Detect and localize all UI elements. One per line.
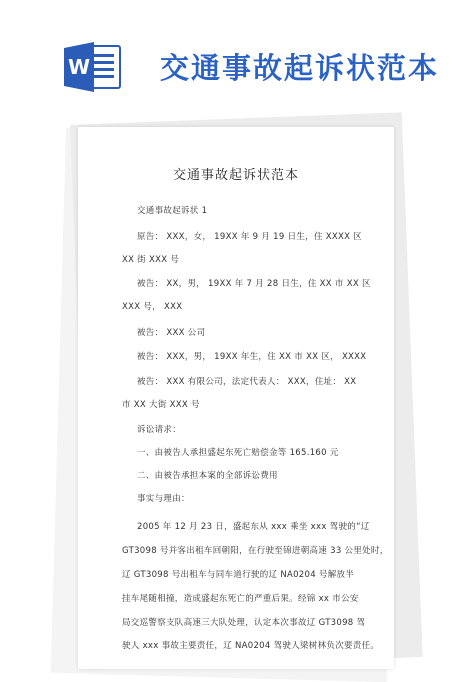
document-line: 2005 年 12 月 23 日，盛起东从 xxx 乘坐 xxx 驾驶的“辽: [137, 522, 370, 532]
document-line: 一、由被告人承担盛起东死亡赔偿金等 165.160 元: [137, 448, 339, 458]
document-line: 二、由被告承担本案的全部诉讼费用: [137, 471, 278, 481]
document-line: XXX 号， XXX: [122, 302, 183, 312]
document-line: 原告： XXX，女， 19XX 年 9 月 19 日生，住 XXXX 区: [137, 232, 363, 242]
document-line: 被告： XXX 有限公司，法定代表人： XXX，住址： XX: [137, 377, 357, 387]
document-line: 辽 GT3098 号出租车与同车道行驶的辽 NA0204 号解放半: [122, 570, 355, 580]
document-line: 驶人 xxx 事故主要责任，辽 NA0204 驾驶人梁树林负次要责任。: [122, 641, 380, 651]
document-line: 事实与理由：: [137, 494, 190, 504]
document-line: 诉讼请求：: [137, 425, 182, 435]
document-line: 交通事故起诉状 1: [137, 206, 208, 216]
document-line: 市 XX 大街 XXX 号: [122, 400, 200, 410]
banner-title: 交通事故起诉状范本: [160, 51, 440, 85]
document-title: 交通事故起诉状范本: [172, 168, 299, 183]
document-line: 被告： XXX，男， 19XX 年生，住 XX 市 XX 区， XXXX: [137, 352, 367, 362]
document-line: 局交巡警察支队高速三大队处理，认定本次事故辽 GT3098 驾: [122, 618, 366, 628]
document-line: XX 街 XXX 号: [122, 255, 180, 265]
document-line: 被告： XX，男， 19XX 年 7 月 28 日生，住 XX 市 XX 区: [137, 279, 371, 289]
word-document-icon: [62, 40, 124, 94]
document-page: [78, 127, 394, 669]
document-line: 被告： XXX 公司: [137, 328, 206, 338]
document-line: GT3098 号并客出租车回朝阳，在行驶至锦进朝高速 33 公里处时，: [122, 546, 389, 556]
svg-text:W: W: [67, 55, 91, 79]
document-line: 挂车尾随相撞，造成盛起东死亡的严重后果。经锦 xx 市公安: [122, 594, 359, 604]
